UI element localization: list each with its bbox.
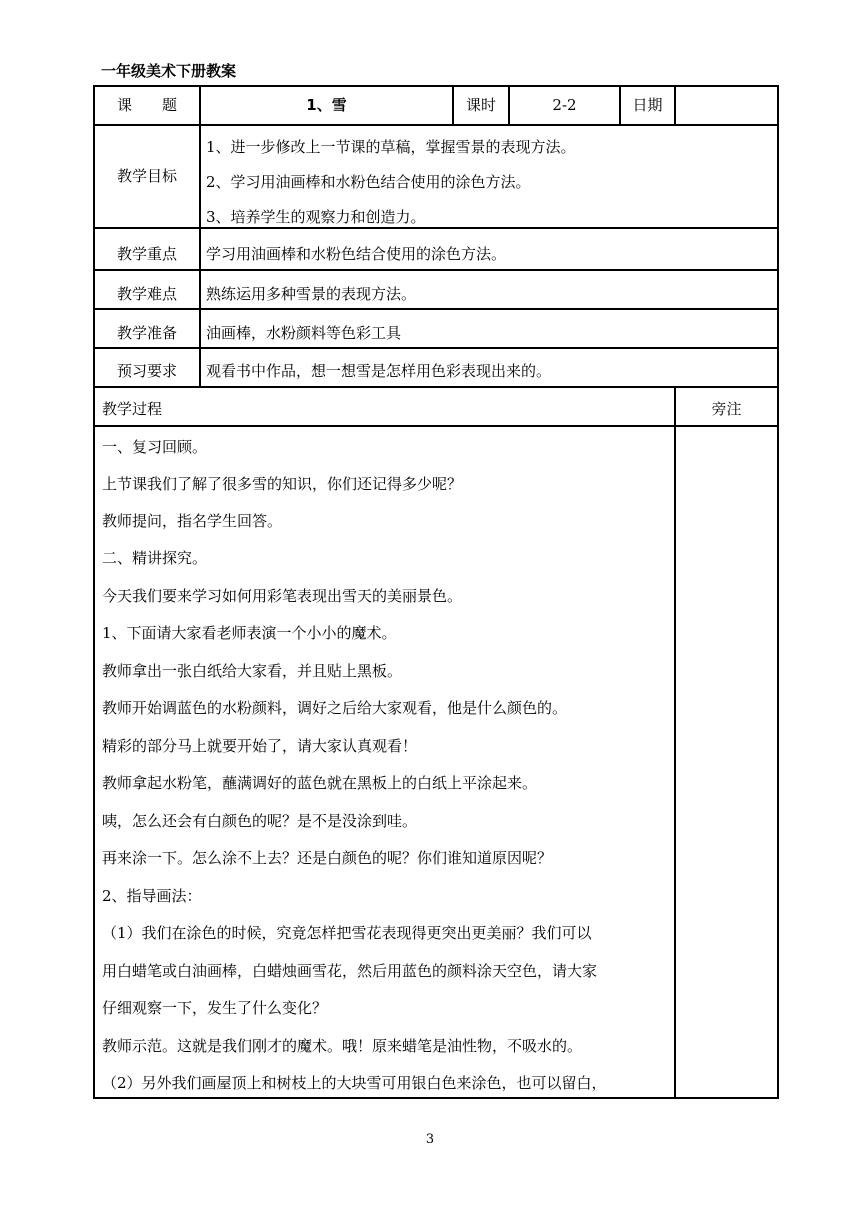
- row-divider: [93, 386, 779, 388]
- process-line: 精彩的部分马上就要开始了，请大家认真观看！: [102, 737, 418, 755]
- period-label: 课时: [465, 96, 496, 114]
- page-number: 3: [425, 1132, 435, 1147]
- row-divider: [93, 227, 779, 229]
- table-border-top: [93, 85, 779, 87]
- objectives-label: 教学目标: [116, 167, 177, 185]
- process-line: 用白蜡笔或白油画棒，白蜡烛画雪花，然后用蓝色的颜料涂天空色，请大家: [102, 962, 598, 980]
- difficulty-value: 熟练运用多种雪景的表现方法。: [206, 285, 417, 303]
- preview-value: 观看书中作品，想一想雪是怎样用色彩表现出来的。: [206, 362, 552, 380]
- process-line: （1）我们在涂色的时候，究竟怎样把雪花表现得更突出更美丽？我们可以: [102, 924, 592, 942]
- difficulty-label: 教学难点: [116, 285, 177, 303]
- process-line: 一、复习回顾。: [102, 438, 208, 456]
- label-column-divider: [199, 85, 201, 386]
- preparation-value: 油画棒，水粉颜料等色彩工具: [206, 324, 402, 342]
- process-line: 再来涂一下。怎么涂不上去？还是白颜色的呢？你们谁知道原因呢？: [102, 849, 553, 867]
- preview-label: 预习要求: [116, 362, 177, 380]
- process-line: 二、精讲探究。: [102, 549, 208, 567]
- row-divider: [93, 347, 779, 349]
- row-divider: [93, 308, 779, 310]
- process-line: 咦，怎么还会有白颜色的呢？是不是没涂到哇。: [102, 812, 418, 830]
- process-label: 教学过程: [102, 400, 163, 418]
- process-line: 教师拿起水粉笔，蘸满调好的蓝色就在黑板上的白纸上平涂起来。: [102, 774, 538, 792]
- process-line: 1、下面请大家看老师表演一个小小的魔术。: [102, 624, 397, 642]
- process-line: 教师拿出一张白纸给大家看，并且贴上黑板。: [102, 662, 403, 680]
- table-border-bottom: [93, 1097, 779, 1099]
- table-border-left: [93, 85, 95, 1099]
- row-divider: [93, 124, 779, 126]
- process-line: 教师开始调蓝色的水粉颜料，调好之后给大家观看，他是什么颜色的。: [102, 699, 568, 717]
- objective-item: 2、学习用油画棒和水粉色结合使用的涂色方法。: [206, 173, 531, 191]
- side-column-divider: [674, 386, 676, 1099]
- key-point-label: 教学重点: [116, 245, 177, 263]
- topic-value: 1、雪: [306, 96, 347, 114]
- process-line: 2、指导画法：: [102, 887, 202, 905]
- side-column-divider: [674, 85, 676, 124]
- objective-item: 1、进一步修改上一节课的草稿，掌握雪景的表现方法。: [206, 138, 576, 156]
- document-title: 一年级美术下册教案: [101, 62, 237, 80]
- table-border-right: [777, 85, 779, 1099]
- period-value: 2-2: [552, 96, 577, 114]
- key-point-value: 学习用油画棒和水粉色结合使用的涂色方法。: [206, 245, 507, 263]
- process-line: 今天我们要来学习如何用彩笔表现出雪天的美丽景色。: [102, 587, 463, 605]
- side-notes-label: 旁注: [711, 400, 742, 418]
- preparation-label: 教学准备: [116, 324, 177, 342]
- topic-label: 课 题: [116, 96, 177, 114]
- process-line: 教师提问，指名学生回答。: [102, 512, 283, 530]
- process-line: 仔细观察一下，发生了什么变化？: [102, 999, 328, 1017]
- process-line: （2）另外我们画屋顶上和树枝上的大块雪可用银白色来涂色，也可以留白，: [102, 1074, 607, 1092]
- process-line: 上节课我们了解了很多雪的知识，你们还记得多少呢？: [102, 475, 463, 493]
- row-divider: [93, 425, 779, 427]
- row-divider: [93, 269, 779, 271]
- objective-item: 3、培养学生的观察力和创造力。: [206, 208, 426, 226]
- lesson-plan-table: [93, 85, 779, 1099]
- date-label: 日期: [632, 96, 663, 114]
- process-line: 教师示范。这就是我们刚才的魔术。哦！原来蜡笔是油性物，不吸水的。: [102, 1037, 583, 1055]
